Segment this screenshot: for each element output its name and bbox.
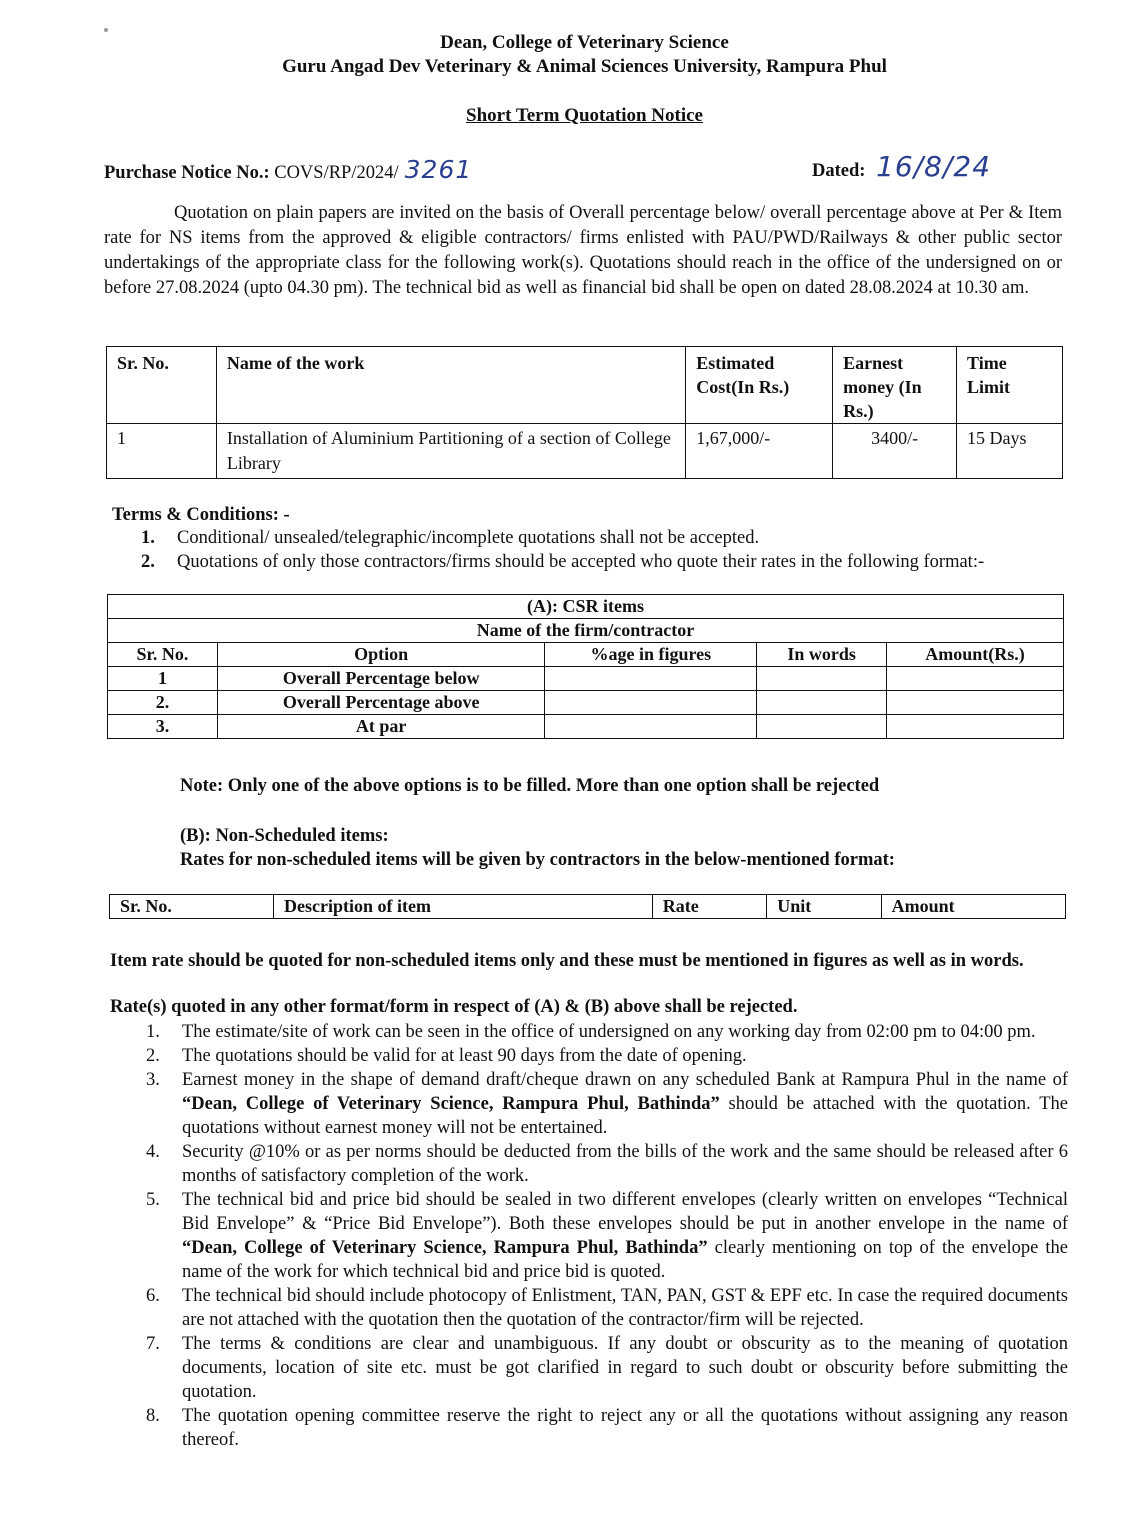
csr-blank-cell: [757, 667, 887, 691]
table-row: 1 Overall Percentage below: [108, 667, 1064, 691]
purchase-value: COVS/RP/2024/: [274, 163, 399, 183]
list-item: 3. Earnest money in the shape of demand draft/cheque drawn on any scheduled Bank at Rampura Phul in the name of “Dean, College of Veterinary Science, Rampura Phul, Bathinda” should be attached with the quotation. The quotations without earnest money will not be entertained.: [146, 1070, 1068, 1138]
csr-header-cell: %age in figures: [545, 643, 757, 667]
csr-blank-cell: [887, 667, 1064, 691]
work-table: [106, 346, 1063, 479]
list-item: 7. The terms & conditions are clear and unambiguous. If any doubt or obscurity as to the meaning of quotation documents, location of site etc. must be got clarified in regard to such doubt or obscurity before submitting the quotation.: [146, 1334, 1068, 1402]
list-item: 4. Security @10% or as per norms should be deducted from the bills of the work and the same should be released after 6 months of satisfactory completion of the work.: [146, 1142, 1068, 1186]
rates-note: Rate(s) quoted in any other format/form in respect of (A) & (B) above shall be rejected.: [110, 997, 798, 1017]
intro-text: Quotation on plain papers are invited on the basis of Overall percentage below/ overall percentage above at Per & Item rate for NS items from the approved & eligible contractors/ firms enlisted with PAU/PWD/Railways & other public sector undertakings of the appropriate class for the following work(s). Quotations should reach in the office of the undersigned on or before 27.08.2024 (upto 04.30 pm). The technical bid as well as financial bid shall be open on dated 28.08.2024 at 10.30 am.: [104, 203, 1062, 298]
ns-header-cell: Rate: [652, 895, 766, 919]
date-handwritten: 16/8/24: [876, 150, 992, 183]
ns-subheading: Rates for non-scheduled items will be given by contractors in the below-mentioned format:: [180, 850, 895, 870]
work-header-cell: Time Limit: [957, 347, 1063, 424]
item-rate-note: Item rate should be quoted for non-scheduled items only and these must be mentioned in figures as well as in words.: [110, 951, 1024, 971]
list-item: 5. The technical bid and price bid should be sealed in two different envelopes (clearly written on envelopes “Technical Bid Envelope” & “Price Bid Envelope”). Both these envelopes should be put in another envelope in the name of “Dean, College of Veterinary Science, Rampura Phul, Bathinda” clearly mentioning on top of the envelope the name of the work for which technical bid and price bid is quoted.: [146, 1190, 1068, 1282]
csr-header-cell: Option: [217, 643, 545, 667]
work-cell: Installation of Aluminium Partitioning of a section of College Library: [216, 424, 685, 479]
dated-label: Dated:: [812, 161, 866, 181]
work-cell: 1,67,000/-: [686, 424, 833, 479]
intro-paragraph: [104, 201, 1062, 301]
ns-header: [110, 895, 1066, 919]
csr-header: [108, 643, 1064, 667]
list-item: 1. Conditional/ unsealed/telegraphic/incomplete quotations shall not be accepted.: [141, 528, 760, 548]
csr-blank-cell: [887, 715, 1064, 739]
ns-header-cell: Unit: [767, 895, 881, 919]
conditions-list: [146, 1020, 1068, 1452]
list-item: 8. The quotation opening committee reserve the right to reject any or all the quotations without assigning any reason thereof.: [146, 1406, 1068, 1450]
list-item: 2. The quotations should be valid for at least 90 days from the date of opening.: [146, 1046, 747, 1066]
list-item: 2. Quotations of only those contractors/firms should be accepted who quote their rates in the following format:-: [141, 552, 985, 572]
options-note: Note: Only one of the above options is to be filled. More than one option shall be rejected: [180, 776, 880, 796]
ns-header-cell: Amount: [881, 895, 1065, 919]
terms-list: [141, 526, 1047, 574]
terms-heading: Terms & Conditions: -: [112, 505, 290, 525]
work-cell: 3400/-: [833, 424, 957, 479]
csr-title: (A): CSR items: [108, 595, 1064, 619]
work-header-cell: Sr. No.: [107, 347, 217, 424]
purchase-label: Purchase Notice No.:: [104, 163, 270, 183]
csr-blank-cell: [545, 691, 757, 715]
purchase-number-handwritten: 3261: [404, 155, 473, 184]
work-cell: 1: [107, 424, 217, 479]
work-header-cell: Estimated Cost(In Rs.): [686, 347, 833, 424]
ns-header-cell: Description of item: [274, 895, 653, 919]
purchase-notice: [104, 155, 472, 184]
table-row: 3. At par: [108, 715, 1064, 739]
csr-table: [107, 594, 1064, 739]
header-line1: Dean, College of Veterinary Science: [440, 32, 729, 53]
csr-header-cell: Amount(Rs.): [887, 643, 1064, 667]
notice-title: Short Term Quotation Notice: [466, 105, 703, 126]
work-header-cell: Earnest money (In Rs.): [833, 347, 957, 424]
csr-header-cell: In words: [757, 643, 887, 667]
work-cell: 15 Days: [957, 424, 1063, 479]
table-row: [107, 424, 1063, 479]
work-table-header: [107, 347, 1063, 424]
dated: [812, 150, 991, 183]
ns-table: [109, 894, 1066, 919]
csr-blank-cell: [757, 715, 887, 739]
list-item: 1. The estimate/site of work can be seen in the office of undersigned on any working day from 02:00 pm to 04:00 pm.: [146, 1022, 1036, 1042]
header-line2: Guru Angad Dev Veterinary & Animal Sciences University, Rampura Phul: [282, 56, 887, 77]
csr-blank-cell: [757, 691, 887, 715]
csr-subtitle: Name of the firm/contractor: [108, 619, 1064, 643]
csr-blank-cell: [545, 667, 757, 691]
list-item: 6. The technical bid should include photocopy of Enlistment, TAN, PAN, GST & EPF etc. In case the required documents are not attached with the quotation then the quotation of the contractor/firm will be rejected.: [146, 1286, 1068, 1330]
csr-blank-cell: [545, 715, 757, 739]
ns-header-cell: Sr. No.: [110, 895, 274, 919]
table-row: 2. Overall Percentage above: [108, 691, 1064, 715]
ns-heading: (B): Non-Scheduled items:: [180, 826, 389, 846]
csr-header-cell: Sr. No.: [108, 643, 218, 667]
work-header-cell: Name of the work: [216, 347, 685, 424]
csr-blank-cell: [887, 691, 1064, 715]
